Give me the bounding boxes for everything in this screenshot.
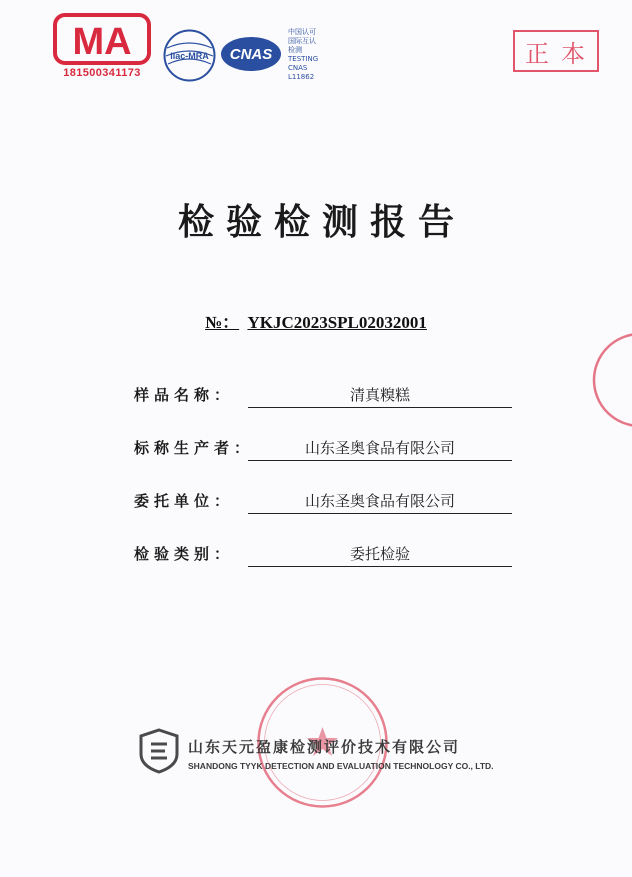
cnas-caption [288, 28, 318, 82]
company-shield-logo [139, 728, 179, 774]
field-label: 检验类别： [134, 545, 235, 563]
report-title: 检验检测报告 [177, 202, 466, 243]
cnas-caption-line: 国际互认 [288, 37, 316, 45]
field-label: 样品名称： [134, 386, 235, 404]
cnas-caption-line: 检测 [288, 46, 302, 54]
ma-logo-text: MA [72, 21, 132, 63]
field-value: 山东圣奥食品有限公司 [248, 490, 512, 514]
original-copy-stamp: 正本 [513, 30, 599, 72]
report-number [0, 308, 632, 333]
cnas-caption-line: CNAS L11862 [288, 64, 315, 81]
field-inspection-type [134, 543, 514, 567]
field-value: 山东圣奥食品有限公司 [248, 437, 512, 461]
edge-seal [585, 330, 632, 430]
ma-registration-number: 181500341173 [63, 67, 141, 79]
ilac-logo-text: ilac-MRA [170, 51, 209, 61]
field-value: 委托检验 [248, 543, 512, 567]
field-value: 清真糗糕 [248, 384, 512, 408]
field-sample-name [134, 384, 514, 408]
field-label: 委托单位： [134, 492, 235, 510]
cnas-logo-text: CNAS [229, 46, 273, 63]
cnas-caption-line: 中国认可 [288, 28, 316, 36]
report-number-value: YKJC2023SPL02032001 [247, 313, 427, 332]
field-client [134, 490, 514, 514]
cnas-caption-line: TESTING [288, 55, 319, 63]
cnas-logo [220, 34, 282, 74]
field-label: 标称生产者： [134, 439, 255, 457]
company-name-en: SHANDONG TYYK DETECTION AND EVALUATION TECHNOLOGY CO., LTD. [188, 761, 494, 771]
field-nominal-manufacturer [134, 437, 514, 461]
ilac-mra-logo [162, 28, 217, 83]
company-name-cn: 山东天元盈康检测评价技术有限公司 [188, 738, 461, 756]
report-number-label: №： [205, 313, 240, 332]
